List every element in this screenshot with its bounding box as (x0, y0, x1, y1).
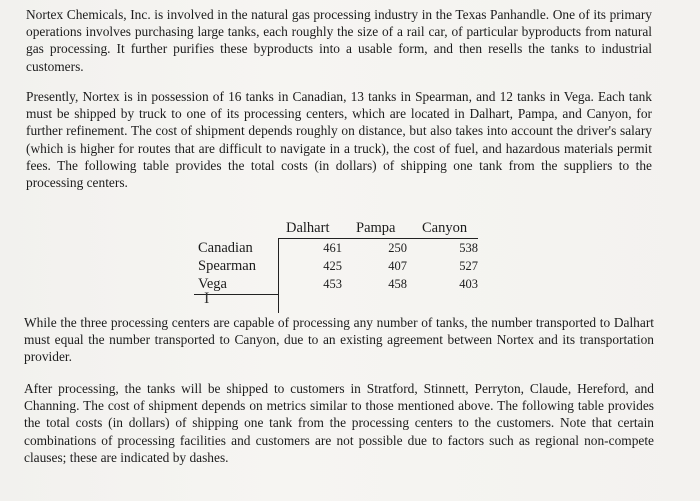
paragraph-customers: After processing, the tanks will be shipped to customers in Stratford, Stinnett, Perryton, Claude, Hereford, and Channing. The cost of shipment depends on metrics similar to those mentioned above. The following table provides the total costs (in dollars) of shipping one tank from the processing centers to the customers. Note that certain combinations of processing facilities and customers are not possible due to factors such as regional non-compete clauses; these are indicated by dashes. (24, 381, 654, 465)
table-row (194, 276, 484, 294)
column-header-canyon: Canyon (422, 220, 468, 236)
table-row (194, 258, 484, 276)
text-cursor-icon: I (204, 290, 210, 307)
paragraph-constraint: While the three processing centers are capable of processing any number of tanks, the number transported to Dalhart must equal the number transported to Canyon, due to an existing agreement between Nortex and its transportation provider. (24, 315, 654, 365)
row-label-canadian: Canadian (198, 240, 253, 256)
column-header-pampa: Pampa (356, 220, 396, 236)
table-cell: 461 (323, 241, 342, 255)
table-cell: 403 (459, 277, 478, 291)
table-row (194, 240, 484, 258)
table-cell: 407 (388, 259, 407, 273)
table-cell: 425 (323, 259, 342, 273)
paragraph-intro: Nortex Chemicals, Inc. is involved in the natural gas processing industry in the Texas Panhandle. One of its primary operations involves purchasing large tanks, each roughly the size of a rail car, of particular byproducts from natural gas processing. It further purifies these byproducts into a usable form, and then resells the tanks to industrial customers. (26, 7, 652, 74)
row-label-vega: Vega (198, 276, 227, 292)
table-cell: 527 (459, 259, 478, 273)
table-cell: 458 (388, 277, 407, 291)
table-cell: 538 (459, 241, 478, 255)
table-cell: 250 (388, 241, 407, 255)
table-cell: 453 (323, 277, 342, 291)
row-label-spearman: Spearman (198, 258, 256, 274)
table-header-rule (278, 238, 478, 239)
column-header-dalhart: Dalhart (286, 220, 330, 236)
paragraph-tanks: Presently, Nortex is in possession of 16 tanks in Canadian, 13 tanks in Spearman, and 12 tanks in Vega. Each tank must be shipped by truck to one of its processing centers, which are located in Dalhart, Pampa, and Canyon, for further refinement. The cost of shipment depends roughly on distance, but also takes into account the driver's salary (which is higher for routes that are difficult to navigate in a truck), the cost of fuel, and hazardous materials permit fees. The following table provides the total costs (in dollars) of shipping one tank from the suppliers to the processing centers. (26, 89, 652, 191)
